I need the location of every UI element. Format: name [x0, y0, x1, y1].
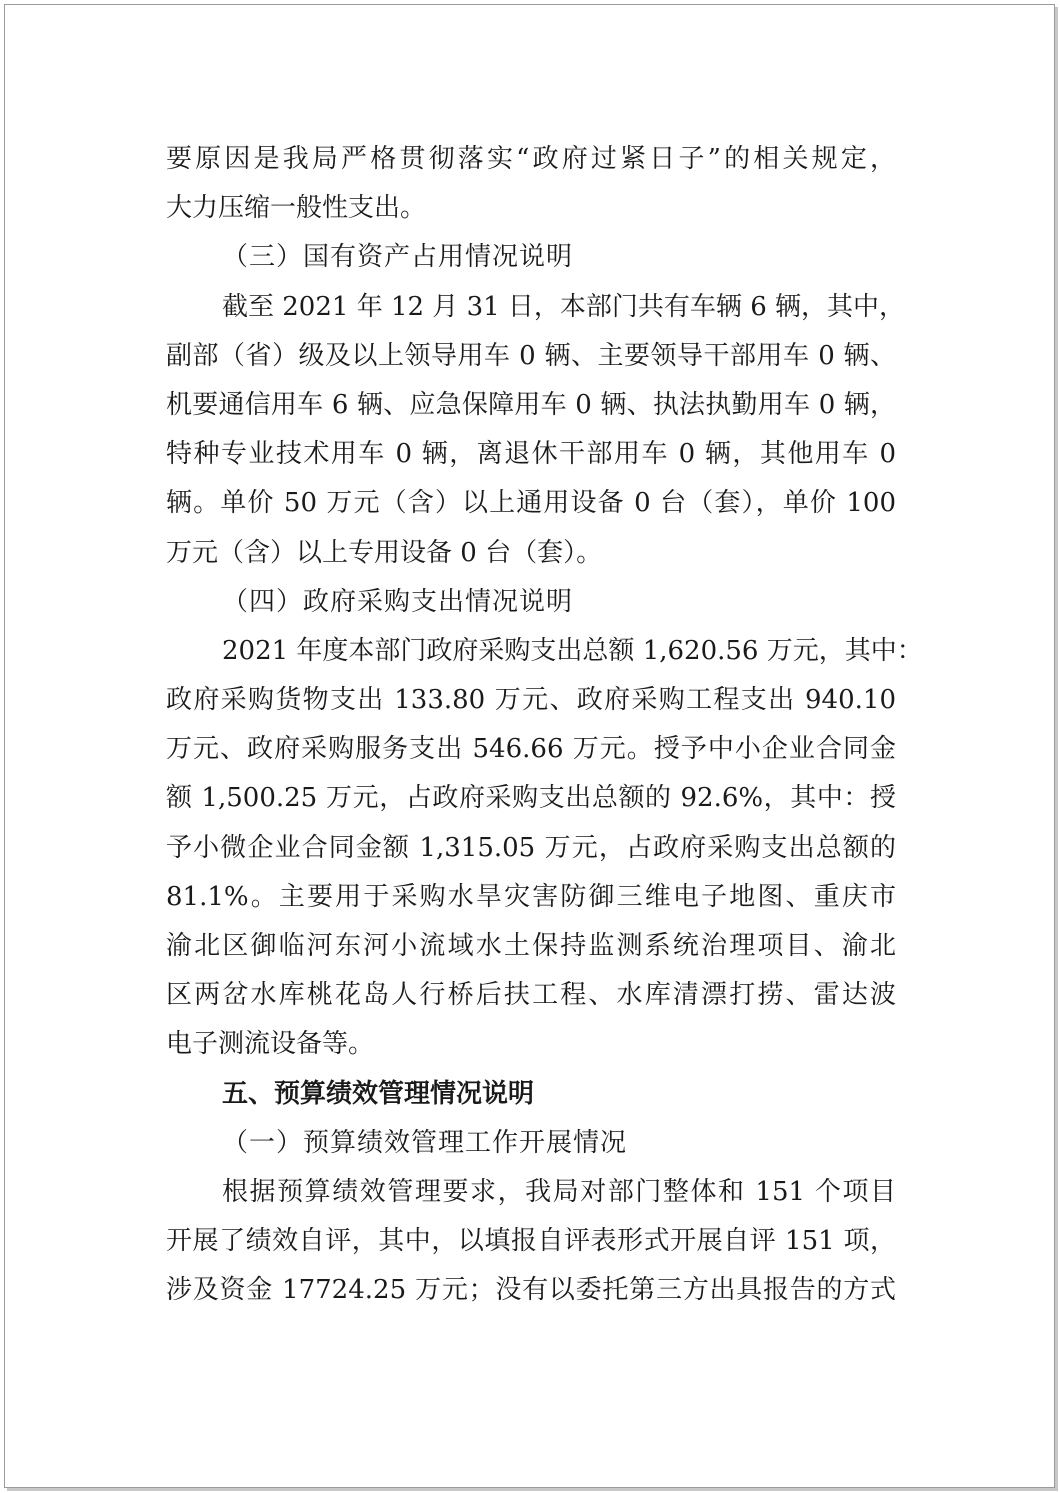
paragraph-line: 开展了绩效自评，其中，以填报自评表形式开展自评 151 项， — [166, 1226, 896, 1257]
paragraph-first-line: 2021 年度本部门政府采购支出总额 1,620.56 万元，其中： — [222, 635, 923, 666]
paragraph-last-line: 大力压缩一般性支出。 — [166, 193, 427, 224]
paragraph-line: 辆。单价 50 万元（含）以上通用设备 0 台（套），单价 100 — [166, 488, 896, 519]
paragraph-line: 机要通信用车 6 辆、应急保障用车 0 辆、执法执勤用车 0 辆， — [166, 389, 896, 420]
paragraph-first-line: 根据预算绩效管理要求，我局对部门整体和 151 个项目 — [222, 1176, 896, 1207]
paragraph-first-line: 截至 2021 年 12 月 31 日，本部门共有车辆 6 辆，其中， — [222, 291, 905, 322]
paragraph-line: 额 1,500.25 万元，占政府采购支出总额的 92.6%，其中：授 — [166, 783, 896, 814]
paragraph-line: 涉及资金 17724.25 万元；没有以委托第三方出具报告的方式 — [166, 1275, 896, 1306]
subsection-heading: （三）国有资产占用情况说明 — [222, 242, 574, 273]
paragraph-last-line: 万元（含）以上专用设备 0 台（套）。 — [166, 537, 603, 568]
paragraph-line: 政府采购货物支出 133.80 万元、政府采购工程支出 940.10 — [166, 685, 896, 716]
paragraph-last-line: 电子测流设备等。 — [166, 1029, 375, 1060]
subsection-heading: （一）预算绩效管理工作开展情况 — [222, 1127, 628, 1158]
paragraph-line: 区两岔水库桃花岛人行桥后扶工程、水库清漂打捞、雷达波 — [166, 980, 896, 1011]
paragraph-line: 副部（省）级及以上领导用车 0 辆、主要领导干部用车 0 辆、 — [166, 340, 896, 371]
document-body — [166, 135, 923, 1316]
paragraph-line: 予小微企业合同金额 1,315.05 万元，占政府采购支出总额的 — [166, 832, 896, 863]
paragraph-line: 特种专业技术用车 0 辆，离退休干部用车 0 辆，其他用车 0 — [166, 439, 896, 470]
subsection-heading: （四）政府采购支出情况说明 — [222, 586, 574, 617]
paragraph-line: 要原因是我局严格贯彻落实“政府过紧日子”的相关规定， — [166, 144, 896, 174]
paragraph-line: 渝北区御临河东河小流域水土保持监测系统治理项目、渝北 — [166, 931, 896, 961]
paragraph-line: 万元、政府采购服务支出 546.66 万元。授予中小企业合同金 — [166, 734, 896, 765]
paragraph-line: 81.1%。主要用于采购水旱灾害防御三维电子地图、重庆市 — [166, 881, 896, 912]
section-heading: 五、预算绩效管理情况说明 — [222, 1078, 535, 1109]
